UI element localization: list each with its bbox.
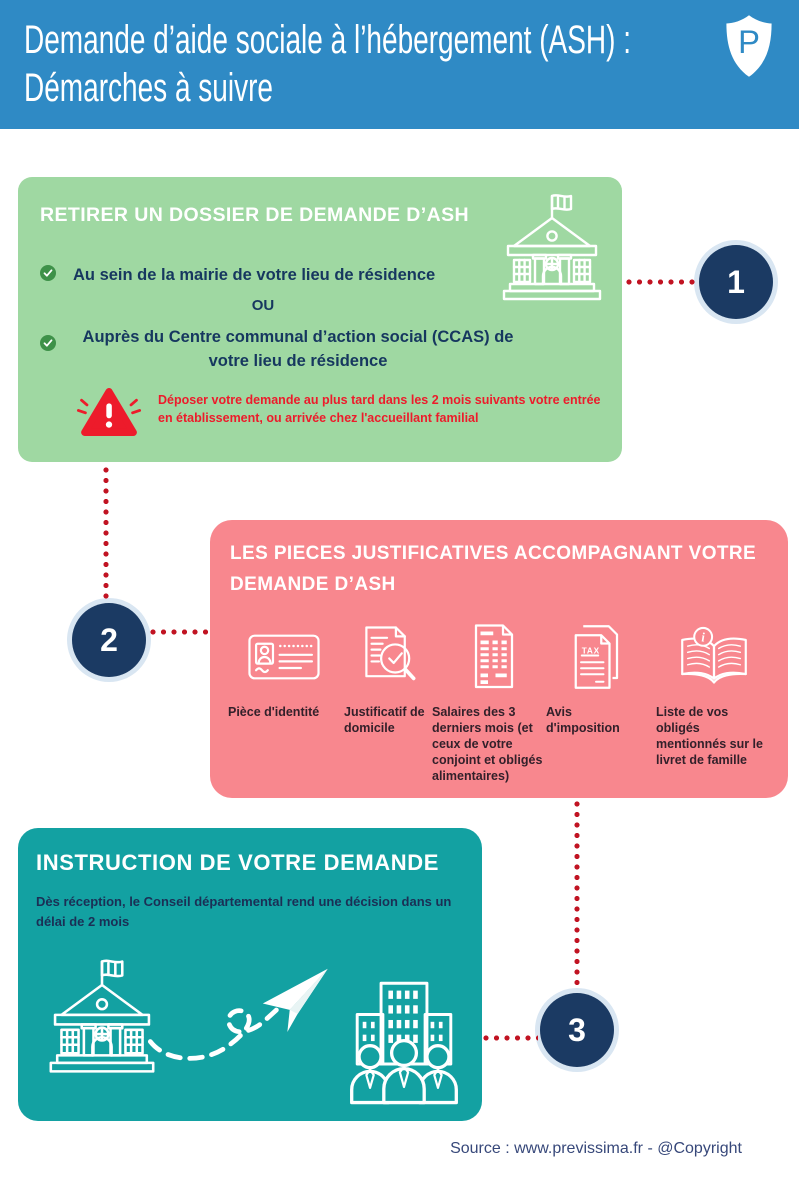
- document-search-icon: [359, 624, 421, 690]
- document-item: [656, 622, 771, 768]
- page-title: [24, 16, 631, 112]
- step3-title: INSTRUCTION DE VOTRE DEMANDE: [36, 850, 440, 875]
- page-title-line2: Démarches à suivre: [24, 66, 273, 110]
- family-record-book-icon: [675, 626, 753, 688]
- town-hall-icon: [492, 191, 612, 305]
- council-people-icon: [326, 976, 482, 1108]
- tax-label: TAX: [581, 646, 600, 656]
- step1-bullet1-label: Au sein de la mairie de votre lieu de résidence: [73, 266, 436, 284]
- connector-step2-step3: [574, 801, 580, 990]
- step1-bullet1: [40, 263, 435, 287]
- step2-title: [230, 538, 756, 600]
- step1-number-badge: [699, 245, 773, 319]
- check-icon: [40, 265, 56, 281]
- step3-number: 3: [568, 1011, 586, 1048]
- tax-notice-icon: [571, 624, 621, 690]
- document-item: [344, 622, 436, 736]
- step3-number-badge: [540, 993, 614, 1067]
- connector-step3: [483, 1035, 538, 1041]
- step3-box: [18, 828, 482, 1121]
- document-item-label: Avis d'imposition: [546, 705, 620, 735]
- document-item-label: Liste de vos obligés mentionnés sur le livret de famille: [656, 705, 763, 767]
- payslip-icon: [470, 624, 518, 690]
- check-icon: [40, 335, 56, 351]
- step1-title: RETIRER UN DOSSIER DE DEMANDE D’ASH: [40, 204, 469, 226]
- paper-plane-icon: [144, 948, 342, 1086]
- connector-step1-step2: [103, 467, 109, 600]
- source-credit: Source : www.previssima.fr - @Copyright: [450, 1140, 742, 1157]
- step2-number-badge: [72, 603, 146, 677]
- step1-box: [18, 177, 622, 462]
- step1-number: 1: [727, 263, 745, 300]
- info-letter: i: [700, 630, 705, 645]
- step3-body-text: Dès réception, le Conseil départemental rend une décision dans un délai de 2 mois: [36, 894, 452, 929]
- page-title-line1: Demande d’aide sociale à l’hébergement (ASH) :: [24, 18, 631, 62]
- connector-step1: [626, 279, 696, 285]
- document-item-label: Justificatif de domicile: [344, 705, 425, 735]
- or-separator: OU: [251, 297, 275, 314]
- header-banner: [0, 0, 799, 129]
- step2-title-line1: LES PIECES JUSTIFICATIVES ACCOMPAGNANT VOTRE: [230, 543, 757, 564]
- previssima-logo-icon: [724, 14, 774, 80]
- connector-step2: [150, 629, 208, 635]
- document-item: [432, 622, 556, 784]
- step2-number: 2: [100, 621, 118, 658]
- id-card-icon: [248, 632, 320, 682]
- step2-box: [210, 520, 788, 798]
- logo-letter: P: [738, 22, 760, 60]
- document-item: [546, 622, 646, 736]
- step1-bullet2-label: Auprès du Centre communal d’action social (CCAS) de votre lieu de résidence: [82, 328, 514, 370]
- document-item-label: Salaires des 3 derniers mois (et ceux de votre conjoint et obligés alimentaires): [432, 705, 543, 783]
- step1-warning: [76, 383, 618, 441]
- step1-warning-text: Déposer votre demande au plus tard dans les 2 mois suivants votre entrée en établissement, ou arrivée chez l'accueillant familial: [158, 393, 601, 425]
- warning-triangle-icon: [76, 383, 142, 441]
- step2-title-line2: DEMANDE D’ASH: [230, 574, 396, 595]
- document-item-label: Pièce d'identité: [228, 705, 320, 719]
- document-item: [228, 622, 340, 720]
